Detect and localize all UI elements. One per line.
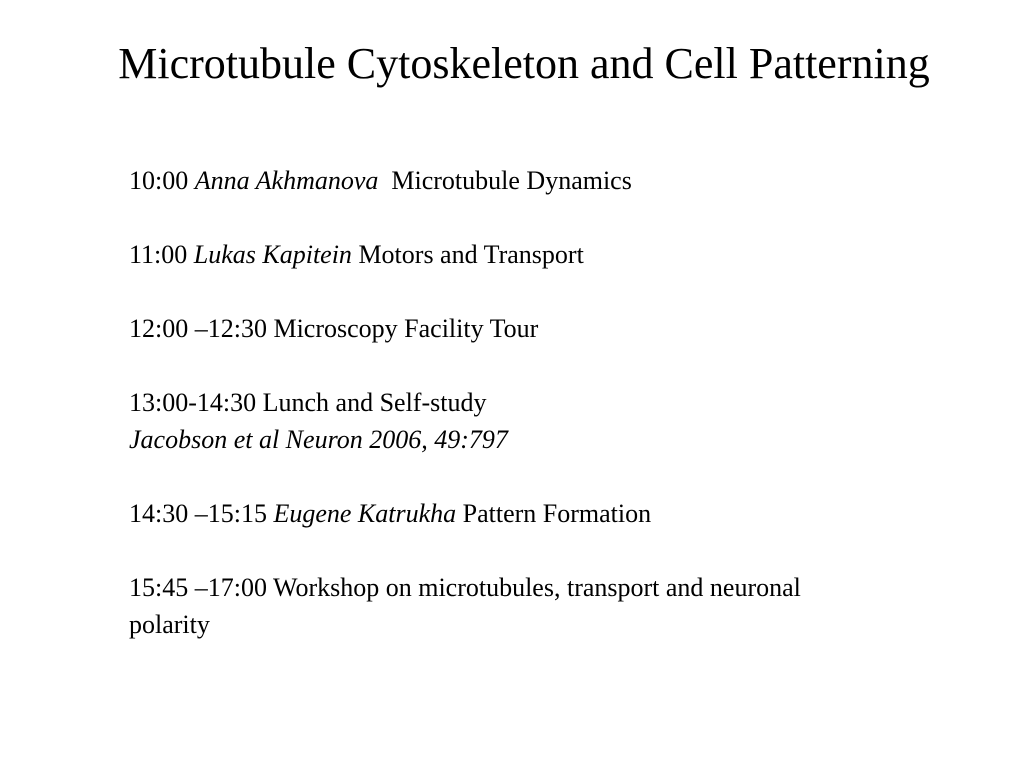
agenda-list (129, 162, 959, 643)
agenda-time: 14:30 –15:15 (129, 499, 267, 528)
agenda-item (129, 310, 959, 347)
agenda-item (129, 569, 959, 606)
agenda-time: 15:45 –17:00 (129, 573, 267, 602)
agenda-speaker: Lukas Kapitein (193, 240, 352, 269)
agenda-item (129, 384, 959, 421)
agenda-reference: Jacobson et al Neuron 2006, 49:797 (129, 425, 508, 454)
agenda-time: 11:00 (129, 240, 188, 269)
agenda-spacer (129, 532, 959, 569)
agenda-time: 12:00 –12:30 (129, 314, 267, 343)
agenda-topic: Pattern Formation (462, 499, 652, 528)
agenda-topic: Workshop on microtubules, transport and neuronal (272, 573, 801, 602)
agenda-topic: Motors and Transport (358, 240, 584, 269)
agenda-time: 13:00-14:30 (129, 388, 257, 417)
agenda-spacer (129, 347, 959, 384)
agenda-topic: Microscopy Facility Tour (273, 314, 539, 343)
agenda-topic: Microtubule Dynamics (391, 166, 632, 195)
agenda-item (129, 236, 959, 273)
agenda-speaker: Anna Akhmanova (194, 166, 379, 195)
agenda-topic: Lunch and Self-study (262, 388, 487, 417)
agenda-topic-continued: polarity (129, 610, 210, 639)
agenda-item (129, 162, 959, 199)
slide-title: Microtubule Cytoskeleton and Cell Patterning (118, 39, 930, 88)
agenda-item (129, 495, 959, 532)
agenda-spacer (129, 273, 959, 310)
agenda-spacer (129, 458, 959, 495)
agenda-time: 10:00 (129, 166, 189, 195)
agenda-speaker: Eugene Katrukha (273, 499, 457, 528)
agenda-spacer (129, 199, 959, 236)
